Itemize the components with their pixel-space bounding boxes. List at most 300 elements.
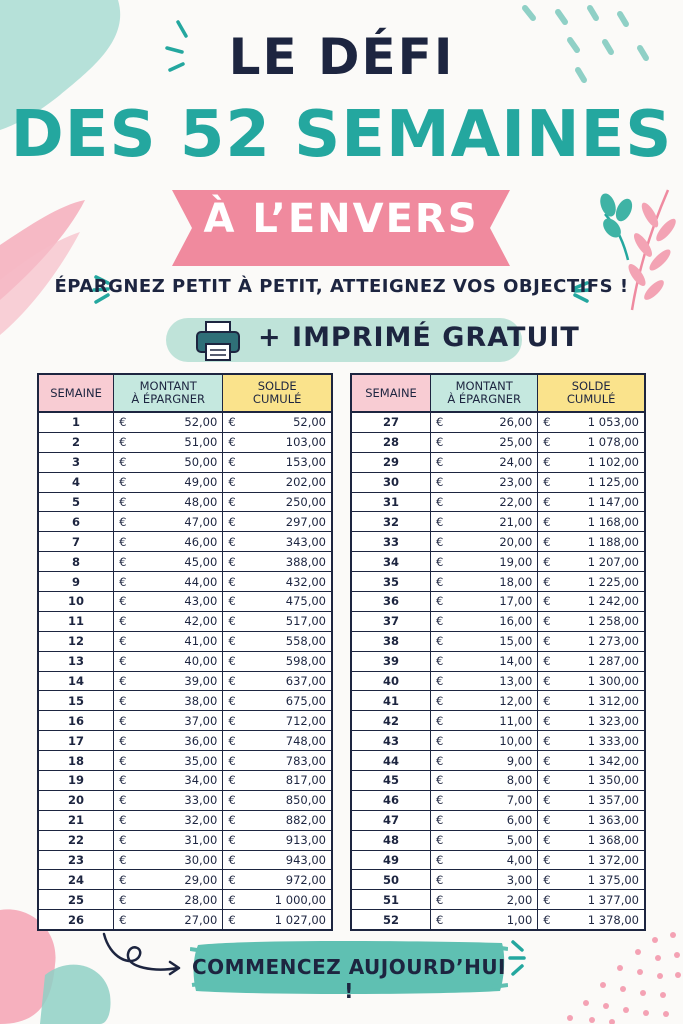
- table-row: [351, 412, 645, 432]
- balance-cell: [538, 631, 645, 651]
- week-cell: 20: [38, 790, 114, 810]
- table-row: [351, 651, 645, 671]
- amount-value: 27,00: [184, 912, 218, 927]
- currency-symbol: €: [119, 912, 127, 927]
- balance-value: 598,00: [285, 654, 326, 669]
- table-header-row: [38, 374, 332, 412]
- table-row: [351, 532, 645, 552]
- amount-value: 10,00: [499, 733, 533, 748]
- balance-cell: [223, 870, 332, 890]
- amount-cell: [114, 731, 223, 751]
- balance-value: 1 377,00: [587, 892, 639, 907]
- balance-cell: [223, 711, 332, 731]
- amount-cell: [114, 790, 223, 810]
- currency-symbol: €: [543, 853, 551, 868]
- amount-value: 9,00: [506, 753, 533, 768]
- currency-symbol: €: [119, 872, 127, 887]
- balance-value: 1 188,00: [587, 534, 639, 549]
- week-cell: 29: [351, 452, 431, 472]
- balance-cell: [223, 751, 332, 771]
- table-row: [38, 671, 332, 691]
- week-cell: 43: [351, 731, 431, 751]
- amount-cell: [114, 611, 223, 631]
- week-cell: 38: [351, 631, 431, 651]
- week-cell: 51: [351, 890, 431, 910]
- amount-value: 40,00: [184, 654, 218, 669]
- header-week: SEMAINE: [351, 374, 431, 412]
- table-row: [38, 691, 332, 711]
- amount-cell: [431, 572, 538, 592]
- amount-cell: [431, 711, 538, 731]
- table-row: [38, 771, 332, 791]
- amount-cell: [114, 830, 223, 850]
- balance-cell: [223, 890, 332, 910]
- balance-value: 1 312,00: [587, 693, 639, 708]
- currency-symbol: €: [543, 813, 551, 828]
- amount-cell: [114, 492, 223, 512]
- balance-value: 1 147,00: [587, 495, 639, 509]
- currency-symbol: €: [436, 594, 444, 609]
- currency-symbol: €: [543, 455, 551, 470]
- currency-symbol: €: [436, 713, 444, 728]
- amount-cell: [431, 651, 538, 671]
- amount-value: 44,00: [184, 574, 218, 589]
- balance-value: 1 363,00: [587, 813, 639, 828]
- amount-value: 37,00: [184, 713, 218, 728]
- balance-cell: [223, 651, 332, 671]
- table-row: [351, 711, 645, 731]
- currency-symbol: €: [228, 554, 236, 569]
- amount-cell: [114, 452, 223, 472]
- week-cell: 34: [351, 552, 431, 572]
- balance-value: 475,00: [285, 594, 326, 609]
- week-cell: 4: [38, 472, 114, 492]
- currency-symbol: €: [436, 674, 444, 689]
- amount-cell: [431, 452, 538, 472]
- balance-value: 432,00: [285, 574, 326, 589]
- amount-value: 39,00: [184, 674, 218, 689]
- balance-cell: [538, 711, 645, 731]
- currency-symbol: €: [543, 892, 551, 907]
- amount-value: 21,00: [499, 514, 533, 529]
- balance-value: 153,00: [285, 455, 326, 470]
- currency-symbol: €: [119, 693, 127, 708]
- amount-value: 3,00: [506, 872, 533, 887]
- balance-value: 1 078,00: [587, 435, 639, 450]
- week-cell: 13: [38, 651, 114, 671]
- currency-symbol: €: [543, 654, 551, 669]
- balance-value: 943,00: [285, 853, 326, 868]
- currency-symbol: €: [228, 713, 236, 728]
- subtitle: ÉPARGNEZ PETIT À PETIT, ATTEIGNEZ VOS OBJECTIFS !: [54, 276, 629, 297]
- amount-value: 50,00: [184, 455, 218, 470]
- week-cell: 26: [38, 910, 114, 930]
- table-row: [38, 631, 332, 651]
- balance-cell: [538, 830, 645, 850]
- week-cell: 16: [38, 711, 114, 731]
- currency-symbol: €: [119, 554, 127, 569]
- table-row: [38, 870, 332, 890]
- currency-symbol: €: [228, 614, 236, 629]
- currency-symbol: €: [543, 773, 551, 788]
- currency-symbol: €: [228, 634, 236, 649]
- balance-cell: [538, 572, 645, 592]
- table-row: [38, 552, 332, 572]
- amount-value: 31,00: [184, 833, 218, 848]
- currency-symbol: €: [543, 475, 551, 490]
- balance-value: 748,00: [285, 733, 326, 748]
- currency-symbol: €: [228, 415, 236, 430]
- balance-cell: [223, 850, 332, 870]
- currency-symbol: €: [436, 415, 444, 430]
- currency-symbol: €: [228, 872, 236, 887]
- table-row: [351, 910, 645, 930]
- amount-value: 29,00: [184, 872, 218, 887]
- balance-cell: [538, 651, 645, 671]
- balance-value: 558,00: [285, 634, 326, 649]
- currency-symbol: €: [228, 534, 236, 549]
- currency-symbol: €: [543, 753, 551, 768]
- amount-value: 43,00: [184, 594, 218, 609]
- currency-symbol: €: [119, 435, 127, 450]
- cta-text: COMMENCEZ AUJOURD’HUI !: [192, 955, 506, 1003]
- currency-symbol: €: [228, 733, 236, 748]
- balance-cell: [223, 512, 332, 532]
- amount-value: 32,00: [184, 813, 218, 828]
- currency-symbol: €: [543, 415, 551, 430]
- amount-cell: [114, 850, 223, 870]
- amount-value: 19,00: [499, 554, 533, 569]
- amount-value: 13,00: [499, 674, 533, 689]
- amount-value: 4,00: [506, 853, 533, 868]
- savings-table-left: [37, 373, 333, 931]
- currency-symbol: €: [119, 634, 127, 649]
- balance-cell: [223, 671, 332, 691]
- table-row: [38, 611, 332, 631]
- balance-cell: [538, 751, 645, 771]
- amount-cell: [431, 850, 538, 870]
- amount-value: 25,00: [499, 435, 533, 450]
- amount-cell: [114, 631, 223, 651]
- amount-cell: [114, 671, 223, 691]
- amount-value: 49,00: [184, 475, 218, 490]
- balance-value: 517,00: [285, 614, 326, 629]
- amount-value: 26,00: [499, 415, 533, 430]
- currency-symbol: €: [543, 693, 551, 708]
- week-cell: 49: [351, 850, 431, 870]
- amount-value: 20,00: [499, 534, 533, 549]
- table-row: [351, 751, 645, 771]
- table-row: [351, 771, 645, 791]
- amount-cell: [114, 771, 223, 791]
- balance-value: 343,00: [285, 534, 326, 549]
- amount-cell: [431, 492, 538, 512]
- amount-value: 46,00: [184, 534, 218, 549]
- amount-cell: [431, 751, 538, 771]
- week-cell: 31: [351, 492, 431, 512]
- currency-symbol: €: [119, 415, 127, 430]
- week-cell: 37: [351, 611, 431, 631]
- balance-value: 1 333,00: [587, 733, 639, 748]
- amount-value: 42,00: [184, 614, 218, 629]
- currency-symbol: €: [228, 813, 236, 828]
- print-label: + IMPRIMÉ GRATUIT: [258, 322, 580, 353]
- amount-cell: [431, 771, 538, 791]
- amount-value: 23,00: [499, 475, 533, 490]
- header-amount: MONTANT À ÉPARGNER: [114, 374, 223, 412]
- currency-symbol: €: [228, 853, 236, 868]
- balance-cell: [538, 810, 645, 830]
- balance-value: 1 242,00: [587, 594, 639, 609]
- balance-value: 817,00: [285, 773, 326, 788]
- currency-symbol: €: [436, 614, 444, 629]
- currency-symbol: €: [119, 534, 127, 549]
- currency-symbol: €: [228, 912, 236, 927]
- week-cell: 21: [38, 810, 114, 830]
- balance-value: 783,00: [285, 753, 326, 768]
- amount-value: 36,00: [184, 733, 218, 748]
- balance-value: 1 168,00: [587, 514, 639, 529]
- currency-symbol: €: [436, 753, 444, 768]
- currency-symbol: €: [119, 813, 127, 828]
- table-row: [38, 731, 332, 751]
- currency-symbol: €: [119, 753, 127, 768]
- table-row: [351, 472, 645, 492]
- week-cell: 45: [351, 771, 431, 791]
- currency-symbol: €: [228, 693, 236, 708]
- amount-value: 24,00: [499, 455, 533, 470]
- balance-cell: [223, 552, 332, 572]
- balance-cell: [223, 771, 332, 791]
- currency-symbol: €: [119, 654, 127, 669]
- balance-cell: [538, 870, 645, 890]
- balance-value: 882,00: [285, 813, 326, 828]
- currency-symbol: €: [119, 733, 127, 748]
- amount-value: 41,00: [184, 634, 218, 649]
- amount-value: 48,00: [184, 495, 218, 509]
- header-balance: SOLDE CUMULÉ: [223, 374, 332, 412]
- balance-value: 637,00: [285, 674, 326, 689]
- amount-value: 33,00: [184, 793, 218, 808]
- currency-symbol: €: [119, 514, 127, 529]
- amount-value: 5,00: [506, 833, 533, 848]
- currency-symbol: €: [228, 495, 236, 509]
- table-row: [38, 751, 332, 771]
- table-row: [351, 671, 645, 691]
- amount-value: 7,00: [506, 793, 533, 808]
- balance-value: 1 323,00: [587, 713, 639, 728]
- balance-value: 1 273,00: [587, 634, 639, 649]
- table-row: [38, 532, 332, 552]
- table-row: [38, 452, 332, 472]
- amount-value: 6,00: [506, 813, 533, 828]
- week-cell: 1: [38, 412, 114, 432]
- table-row: [38, 572, 332, 592]
- week-cell: 32: [351, 512, 431, 532]
- currency-symbol: €: [119, 455, 127, 470]
- week-cell: 14: [38, 671, 114, 691]
- table-row: [351, 592, 645, 612]
- currency-symbol: €: [543, 912, 551, 927]
- currency-symbol: €: [543, 833, 551, 848]
- currency-symbol: €: [228, 793, 236, 808]
- balance-value: 1 375,00: [587, 872, 639, 887]
- currency-symbol: €: [228, 833, 236, 848]
- balance-cell: [223, 731, 332, 751]
- week-cell: 22: [38, 830, 114, 850]
- currency-symbol: €: [436, 435, 444, 450]
- balance-value: 1 300,00: [587, 674, 639, 689]
- week-cell: 9: [38, 572, 114, 592]
- balance-cell: [223, 691, 332, 711]
- table-row: [38, 890, 332, 910]
- amount-value: 38,00: [184, 693, 218, 708]
- amount-cell: [114, 572, 223, 592]
- amount-cell: [431, 512, 538, 532]
- amount-cell: [431, 790, 538, 810]
- table-row: [38, 810, 332, 830]
- currency-symbol: €: [543, 435, 551, 450]
- table-row: [38, 850, 332, 870]
- balance-value: 1 225,00: [587, 574, 639, 589]
- week-cell: 7: [38, 532, 114, 552]
- table-row: [351, 850, 645, 870]
- balance-cell: [538, 731, 645, 751]
- table-row: [351, 830, 645, 850]
- week-cell: 24: [38, 870, 114, 890]
- balance-cell: [538, 532, 645, 552]
- balance-value: 52,00: [293, 415, 326, 430]
- table-row: [38, 432, 332, 452]
- week-cell: 33: [351, 532, 431, 552]
- table-row: [38, 711, 332, 731]
- week-cell: 52: [351, 910, 431, 930]
- currency-symbol: €: [436, 833, 444, 848]
- amount-cell: [431, 671, 538, 691]
- currency-symbol: €: [228, 674, 236, 689]
- currency-symbol: €: [436, 574, 444, 589]
- amount-cell: [431, 432, 538, 452]
- currency-symbol: €: [543, 594, 551, 609]
- currency-symbol: €: [436, 495, 444, 509]
- balance-cell: [223, 492, 332, 512]
- currency-symbol: €: [436, 912, 444, 927]
- week-cell: 8: [38, 552, 114, 572]
- balance-value: 1 207,00: [587, 554, 639, 569]
- currency-symbol: €: [436, 872, 444, 887]
- currency-symbol: €: [436, 813, 444, 828]
- amount-cell: [431, 592, 538, 612]
- table-row: [351, 552, 645, 572]
- amount-cell: [114, 552, 223, 572]
- balance-value: 388,00: [285, 554, 326, 569]
- balance-value: 712,00: [285, 713, 326, 728]
- table-row: [351, 870, 645, 890]
- currency-symbol: €: [228, 892, 236, 907]
- week-cell: 5: [38, 492, 114, 512]
- currency-symbol: €: [543, 495, 551, 509]
- week-cell: 44: [351, 751, 431, 771]
- amount-cell: [431, 890, 538, 910]
- balance-value: 913,00: [285, 833, 326, 848]
- table-row: [351, 810, 645, 830]
- table-row: [351, 611, 645, 631]
- amount-cell: [114, 651, 223, 671]
- balance-cell: [223, 830, 332, 850]
- currency-symbol: €: [436, 693, 444, 708]
- balance-cell: [223, 532, 332, 552]
- title-line-2: DES 52 SEMAINES: [10, 98, 673, 172]
- ribbon-text: À L’ENVERS: [203, 196, 479, 242]
- currency-symbol: €: [119, 793, 127, 808]
- amount-value: 18,00: [499, 574, 533, 589]
- balance-cell: [538, 432, 645, 452]
- amount-value: 28,00: [184, 892, 218, 907]
- balance-value: 1 053,00: [587, 415, 639, 430]
- currency-symbol: €: [228, 574, 236, 589]
- balance-value: 1 027,00: [274, 912, 326, 927]
- balance-cell: [223, 790, 332, 810]
- amount-cell: [114, 532, 223, 552]
- currency-symbol: €: [436, 853, 444, 868]
- header-amount: MONTANT À ÉPARGNER: [431, 374, 538, 412]
- table-row: [351, 512, 645, 532]
- balance-cell: [538, 492, 645, 512]
- week-cell: 12: [38, 631, 114, 651]
- amount-cell: [431, 910, 538, 930]
- amount-cell: [114, 592, 223, 612]
- amount-cell: [114, 512, 223, 532]
- savings-table-right: [350, 373, 646, 931]
- amount-value: 45,00: [184, 554, 218, 569]
- week-cell: 6: [38, 512, 114, 532]
- balance-cell: [538, 910, 645, 930]
- week-cell: 41: [351, 691, 431, 711]
- balance-value: 1 357,00: [587, 793, 639, 808]
- currency-symbol: €: [436, 634, 444, 649]
- currency-symbol: €: [228, 773, 236, 788]
- table-row: [38, 492, 332, 512]
- balance-value: 1 125,00: [587, 475, 639, 490]
- balance-value: 1 368,00: [587, 833, 639, 848]
- currency-symbol: €: [119, 853, 127, 868]
- currency-symbol: €: [228, 594, 236, 609]
- table-row: [351, 691, 645, 711]
- currency-symbol: €: [436, 475, 444, 490]
- balance-cell: [538, 472, 645, 492]
- amount-cell: [431, 870, 538, 890]
- week-cell: 2: [38, 432, 114, 452]
- week-cell: 50: [351, 870, 431, 890]
- amount-cell: [431, 631, 538, 651]
- week-cell: 3: [38, 452, 114, 472]
- currency-symbol: €: [436, 514, 444, 529]
- currency-symbol: €: [543, 574, 551, 589]
- amount-cell: [114, 412, 223, 432]
- amount-cell: [431, 611, 538, 631]
- amount-cell: [114, 472, 223, 492]
- currency-symbol: €: [436, 793, 444, 808]
- balance-value: 1 102,00: [587, 455, 639, 470]
- balance-value: 1 342,00: [587, 753, 639, 768]
- currency-symbol: €: [543, 554, 551, 569]
- week-cell: 35: [351, 572, 431, 592]
- table-header-row: [351, 374, 645, 412]
- week-cell: 36: [351, 592, 431, 612]
- currency-symbol: €: [543, 514, 551, 529]
- balance-value: 103,00: [285, 435, 326, 450]
- balance-cell: [223, 611, 332, 631]
